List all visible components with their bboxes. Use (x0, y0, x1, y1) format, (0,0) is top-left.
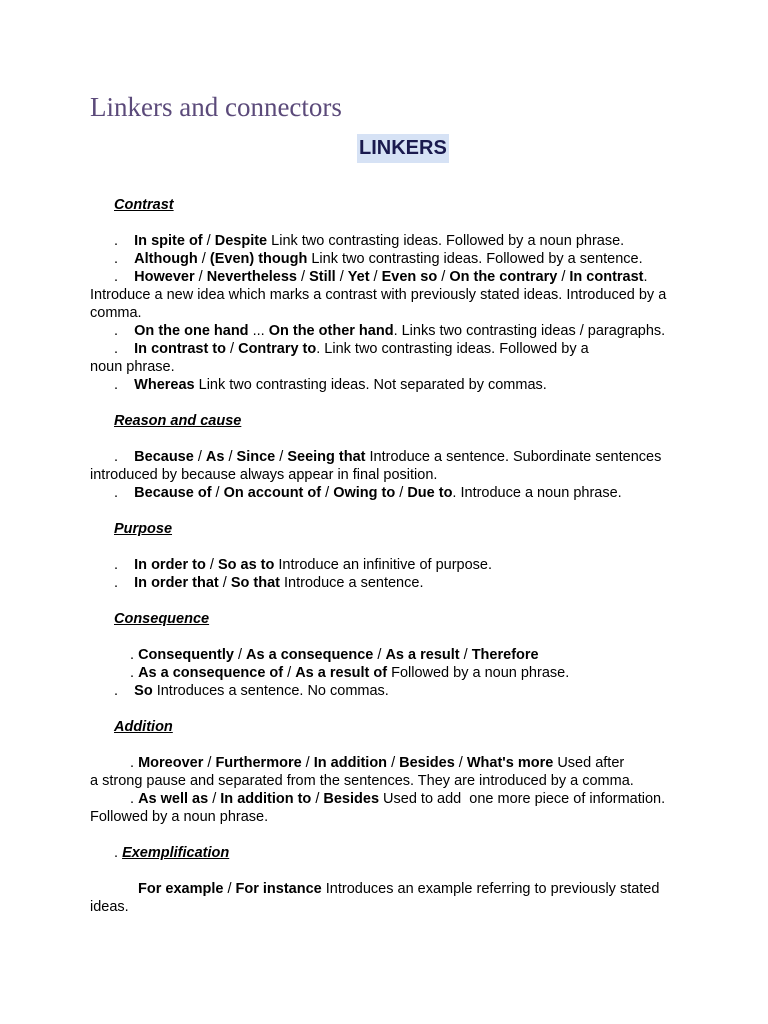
list-item: . Although / (Even) though Link two contrasting ideas. Followed by a sentence. (114, 251, 643, 267)
list-item: . In order to / So as to Introduce an infinitive of purpose. (114, 557, 492, 573)
section-heading-purpose: Purpose (114, 521, 173, 537)
section-heading-contrast: Contrast (114, 197, 174, 213)
list-item-continuation: Introduce a new idea which marks a contrast with previously stated ideas. Introduced by a comma. (90, 287, 667, 321)
list-item: . In spite of / Despite Link two contrasting ideas. Followed by a noun phrase. (114, 233, 625, 249)
list-item: . As a consequence of / As a result of Followed by a noun phrase. (130, 665, 570, 681)
section-heading-reason: Reason and cause (114, 413, 242, 429)
list-item-continuation: ideas. (90, 899, 129, 915)
section-heading-exemplification: . Exemplification (114, 845, 230, 861)
page-title: Linkers and connectors (90, 92, 342, 122)
section-heading-addition: Addition (114, 719, 173, 735)
list-item: For example / For instance Introduces an example referring to previously stated (138, 881, 660, 897)
list-item: . However / Nevertheless / Still / Yet / Even so / On the contrary / In contrast. (114, 269, 648, 285)
list-item: . In order that / So that Introduce a sentence. (114, 575, 424, 591)
list-item-continuation: noun phrase. (90, 359, 175, 375)
document-body (90, 196, 710, 916)
list-item-continuation: a strong pause and separated from the sentences. They are introduced by a comma. (90, 773, 634, 789)
list-item: . So Introduces a sentence. No commas. (114, 683, 389, 699)
section-heading-consequence: Consequence (114, 611, 210, 627)
list-item: . On the one hand ... On the other hand. Links two contrasting ideas / paragraphs. (114, 323, 666, 339)
list-item: . Consequently / As a consequence / As a result / Therefore (130, 647, 539, 663)
list-item: . Whereas Link two contrasting ideas. Not separated by commas. (114, 377, 547, 393)
list-item: . Because of / On account of / Owing to / Due to. Introduce a noun phrase. (114, 485, 622, 501)
linkers-banner: LINKERS (357, 134, 449, 163)
list-item-continuation: Followed by a noun phrase. (90, 809, 269, 825)
list-item: . As well as / In addition to / Besides Used to add one more piece of information. (130, 791, 666, 807)
list-item-continuation: introduced by because always appear in final position. (90, 467, 438, 483)
list-item: . In contrast to / Contrary to. Link two contrasting ideas. Followed by a (114, 341, 589, 357)
list-item: . Moreover / Furthermore / In addition / Besides / What's more Used after (130, 755, 625, 771)
list-item: . Because / As / Since / Seeing that Introduce a sentence. Subordinate sentences (114, 449, 662, 465)
